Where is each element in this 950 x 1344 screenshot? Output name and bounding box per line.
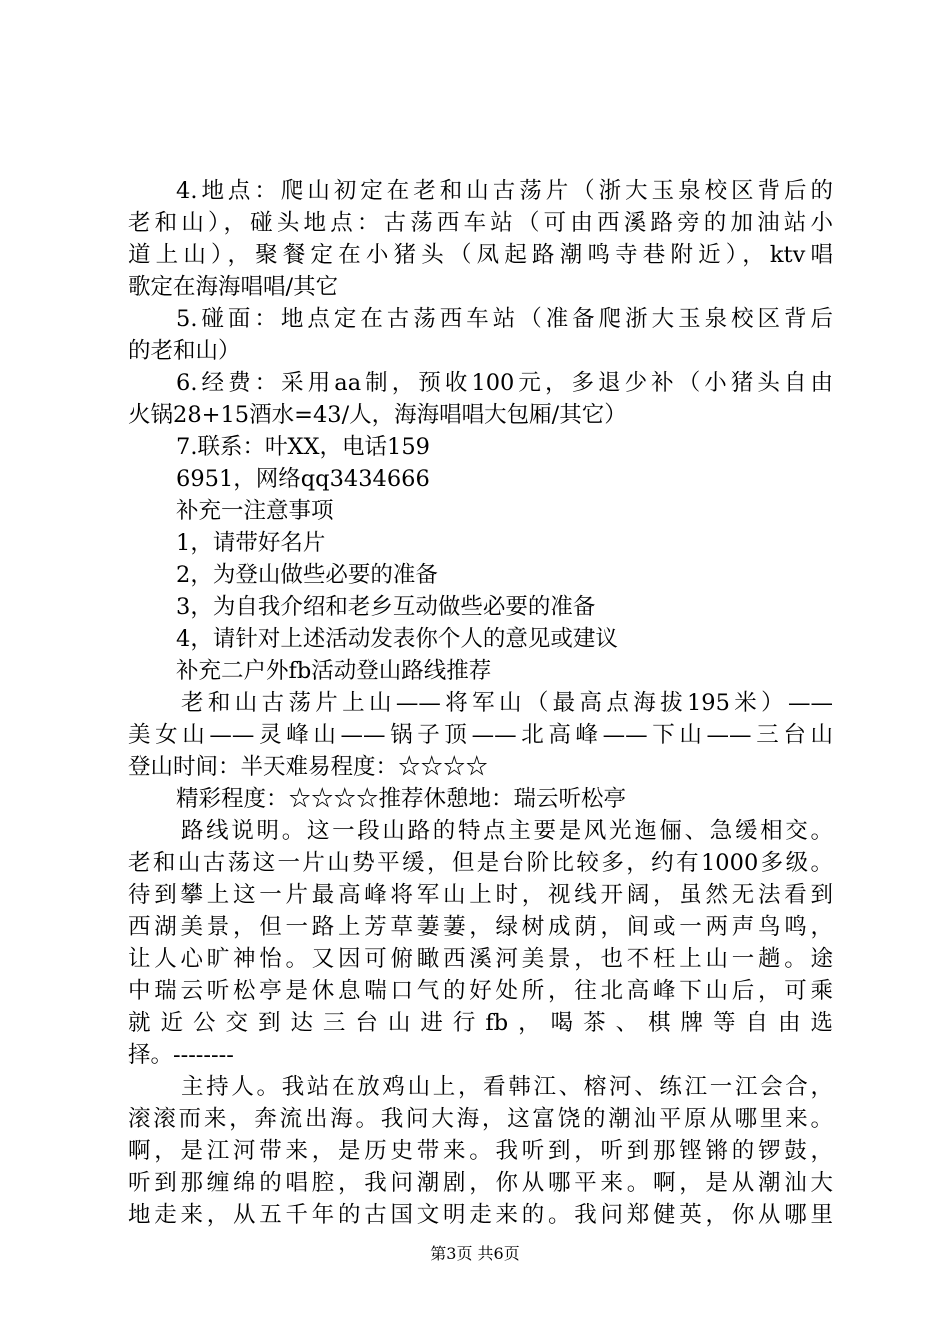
- list-item: 2，为登山做些必要的准备: [176, 562, 438, 588]
- paragraph-line: 4.地点：爬山初定在老和山古荡片（浙大玉泉校区背后的: [176, 178, 833, 204]
- paragraph-line: 啊，是江河带来，是历史带来。我听到，听到那铿锵的锣鼓，: [128, 1138, 833, 1164]
- paragraph-line: 地走来，从五千年的古国文明走来的。我问郑健英，你从哪里: [128, 1202, 833, 1228]
- paragraph-line: 道上山），聚餐定在小猪头（凤起路潮鸣寺巷附近），ktv唱: [128, 242, 833, 268]
- paragraph-line: 补充一注意事项: [176, 498, 334, 524]
- paragraph-line: 就近公交到达三台山进行fb，喝茶、棋牌等自由选: [128, 1010, 833, 1036]
- paragraph-line: 听到那缠绵的唱腔，我问潮剧，你从哪平来。啊，是从潮汕大: [128, 1170, 833, 1196]
- paragraph-line: 的老和山）: [128, 338, 241, 364]
- paragraph-line: 6.经费：采用aa制，预收100元，多退少补（小猪头自由: [176, 370, 833, 396]
- paragraph-line: 6951，网络qq3434666: [176, 466, 430, 492]
- paragraph-line: 中瑞云听松亭是休息喘口气的好处所，往北高峰下山后，可乘: [128, 978, 833, 1004]
- list-item: 1，请带好名片: [176, 530, 326, 556]
- page-number: 第3页 共6页: [430, 1244, 520, 1263]
- paragraph-line: 老和山古荡片上山——将军山（最高点海拔195米）——: [181, 690, 833, 716]
- paragraph-line: 主持人。我站在放鸡山上，看韩江、榕河、练江一江会合，: [181, 1074, 833, 1100]
- paragraph-line: 择。--------: [128, 1042, 234, 1068]
- paragraph-line: 火锅28+15酒水=43/人，海海唱唱大包厢/其它）: [128, 402, 627, 428]
- paragraph-line: 路线说明。这一段山路的特点主要是风光迤俪、急缓相交。: [181, 818, 833, 844]
- paragraph-line: 登山时间：半天难易程度：☆☆☆☆: [128, 754, 489, 780]
- paragraph-line: 补充二户外fb活动登山路线推荐: [176, 658, 492, 684]
- paragraph-line: 待到攀上这一片最高峰将军山上时，视线开阔，虽然无法看到: [128, 882, 833, 908]
- list-item: 3，为自我介绍和老乡互动做些必要的准备: [176, 594, 596, 620]
- paragraph-line: 让人心旷神怡。又因可俯瞰西溪河美景，也不枉上山一趟。途: [128, 946, 833, 972]
- list-item: 4，请针对上述活动发表你个人的意见或建议: [176, 626, 618, 652]
- paragraph-line: 7.联系：叶XX，电话159: [176, 434, 430, 460]
- paragraph-line: 老和山古荡这一片山势平缓，但是台阶比较多，约有1000多级。: [128, 850, 833, 876]
- paragraph-line: 精彩程度：☆☆☆☆推荐休憩地：瑞云听松亭: [176, 786, 627, 812]
- paragraph-line: 西湖美景，但一路上芳草萋萋，绿树成荫，间或一两声鸟鸣，: [128, 914, 833, 940]
- paragraph-line: 老和山），碰头地点：古荡西车站（可由西溪路旁的加油站小: [128, 210, 833, 236]
- paragraph-line: 5.碰面：地点定在古荡西车站（准备爬浙大玉泉校区背后: [176, 306, 833, 332]
- paragraph-line: 美女山——灵峰山——锅子顶——北高峰——下山——三台山: [128, 722, 833, 748]
- document-body: [128, 175, 833, 1231]
- paragraph-line: 歌定在海海唱唱/其它: [128, 274, 339, 300]
- paragraph-line: 滚滚而来，奔流出海。我问大海，这富饶的潮汕平原从哪里来。: [128, 1106, 833, 1132]
